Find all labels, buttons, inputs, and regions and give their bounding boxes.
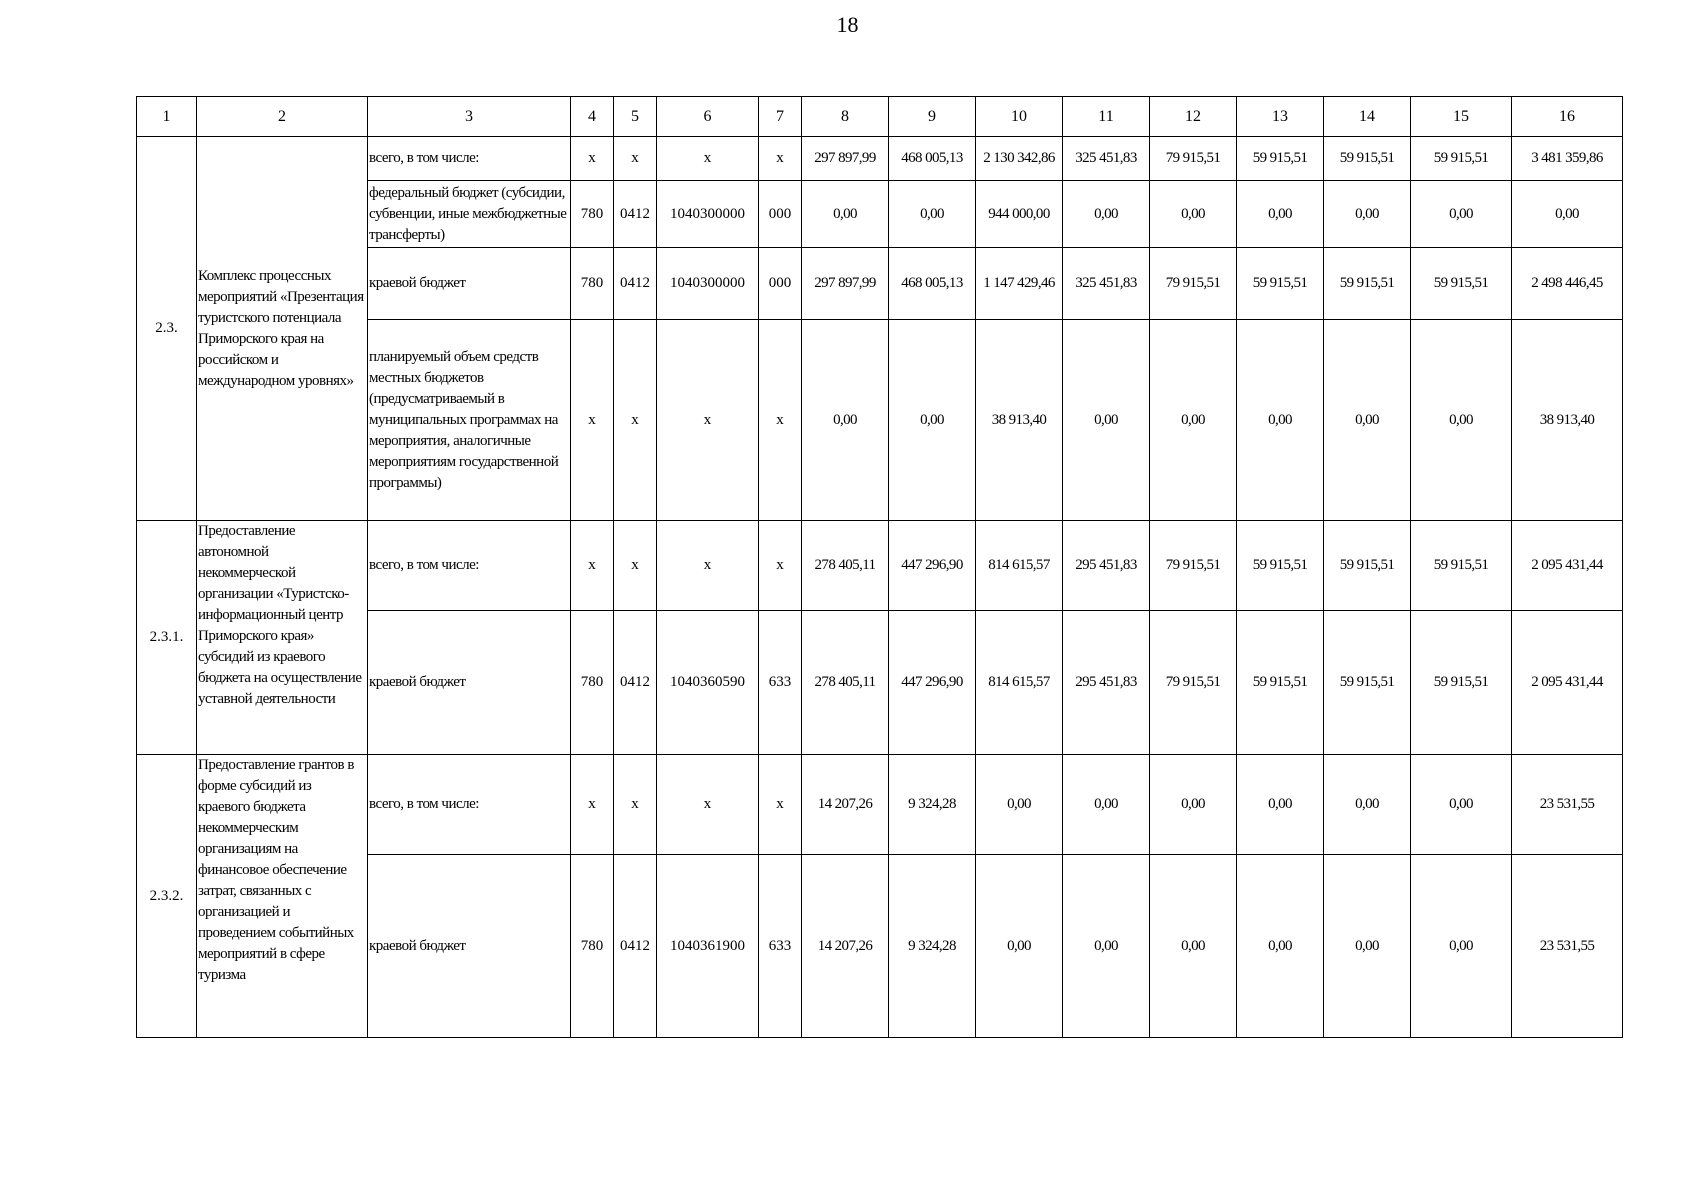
cell-c4: 780 [571, 248, 614, 320]
cell-c4: 780 [571, 181, 614, 248]
table-row [137, 137, 1623, 181]
column-header: 7 [759, 97, 802, 137]
item-name: Предоставление грантов в форме субсидий из краевого бюджета некоммерческим организациям на финансовое обеспечение затрат, связанных с организацией и проведением событийных мероприятий в сфере туризма [197, 755, 368, 1038]
value-cell: 0,00 [1150, 755, 1237, 855]
value-cell: 59 915,51 [1237, 248, 1324, 320]
value-cell: 79 915,51 [1150, 521, 1237, 611]
item-number: 2.3.1. [137, 521, 197, 755]
value-cell: 0,00 [889, 320, 976, 521]
value-cell: 447 296,90 [889, 611, 976, 755]
column-header: 15 [1411, 97, 1512, 137]
cell-c6: x [657, 137, 759, 181]
column-header: 12 [1150, 97, 1237, 137]
value-cell: 59 915,51 [1411, 248, 1512, 320]
funding-source: федеральный бюджет (субсидии, субвенции, иные межбюджетные трансферты) [368, 181, 571, 248]
cell-c5: x [614, 320, 657, 521]
cell-c4: 780 [571, 611, 614, 755]
table-row [137, 521, 1623, 611]
value-cell: 0,00 [802, 320, 889, 521]
column-header: 6 [657, 97, 759, 137]
cell-c7: 633 [759, 611, 802, 755]
cell-c7: 633 [759, 855, 802, 1038]
value-cell: 0,00 [1063, 320, 1150, 521]
value-cell: 0,00 [1063, 855, 1150, 1038]
value-cell: 1 147 429,46 [976, 248, 1063, 320]
value-cell: 0,00 [1411, 755, 1512, 855]
value-cell: 0,00 [976, 755, 1063, 855]
cell-c4: 780 [571, 855, 614, 1038]
funding-source: всего, в том числе: [368, 137, 571, 181]
item-number: 2.3.2. [137, 755, 197, 1038]
value-cell: 814 615,57 [976, 611, 1063, 755]
value-cell: 0,00 [1411, 181, 1512, 248]
value-cell: 59 915,51 [1324, 611, 1411, 755]
value-cell: 0,00 [1324, 755, 1411, 855]
cell-c5: 0412 [614, 248, 657, 320]
funding-source: краевой бюджет [368, 611, 571, 755]
column-header: 3 [368, 97, 571, 137]
value-cell: 0,00 [1150, 855, 1237, 1038]
value-cell: 59 915,51 [1237, 611, 1324, 755]
value-cell: 79 915,51 [1150, 611, 1237, 755]
value-cell: 9 324,28 [889, 855, 976, 1038]
cell-c7: x [759, 137, 802, 181]
budget-table [136, 96, 1623, 1038]
funding-source: планируемый объем средств местных бюджетов (предусматриваемый в муниципальных программах на мероприятия, аналогичные мероприятиям государственной программы) [368, 320, 571, 521]
funding-source: всего, в том числе: [368, 521, 571, 611]
value-cell: 295 451,83 [1063, 611, 1150, 755]
cell-c6: x [657, 521, 759, 611]
total-cell: 2 498 446,45 [1512, 248, 1623, 320]
total-cell: 23 531,55 [1512, 755, 1623, 855]
value-cell: 59 915,51 [1324, 137, 1411, 181]
cell-c5: 0412 [614, 181, 657, 248]
cell-c5: x [614, 521, 657, 611]
value-cell: 297 897,99 [802, 248, 889, 320]
value-cell: 59 915,51 [1411, 521, 1512, 611]
total-cell: 2 095 431,44 [1512, 521, 1623, 611]
cell-c5: x [614, 137, 657, 181]
value-cell: 325 451,83 [1063, 248, 1150, 320]
cell-c7: x [759, 521, 802, 611]
value-cell: 59 915,51 [1324, 521, 1411, 611]
value-cell: 59 915,51 [1324, 248, 1411, 320]
value-cell: 325 451,83 [1063, 137, 1150, 181]
funding-source: всего, в том числе: [368, 755, 571, 855]
value-cell: 14 207,26 [802, 855, 889, 1038]
cell-c6: 1040300000 [657, 248, 759, 320]
value-cell: 9 324,28 [889, 755, 976, 855]
cell-c6: 1040361900 [657, 855, 759, 1038]
value-cell: 0,00 [1237, 181, 1324, 248]
column-header: 11 [1063, 97, 1150, 137]
value-cell: 59 915,51 [1411, 137, 1512, 181]
cell-c5: 0412 [614, 611, 657, 755]
value-cell: 0,00 [1150, 320, 1237, 521]
value-cell: 0,00 [1324, 855, 1411, 1038]
value-cell: 79 915,51 [1150, 137, 1237, 181]
cell-c6: x [657, 755, 759, 855]
value-cell: 0,00 [1411, 855, 1512, 1038]
column-header: 13 [1237, 97, 1324, 137]
cell-c5: x [614, 755, 657, 855]
value-cell: 0,00 [1411, 320, 1512, 521]
cell-c4: x [571, 137, 614, 181]
item-number: 2.3. [137, 137, 197, 521]
cell-c6: 1040360590 [657, 611, 759, 755]
cell-c7: 000 [759, 181, 802, 248]
value-cell: 38 913,40 [976, 320, 1063, 521]
value-cell: 944 000,00 [976, 181, 1063, 248]
item-name: Предоставление автономной некоммерческой организации «Туристско-информационный центр Приморского края» субсидий из краевого бюджета на осуществление уставной деятельности [197, 521, 368, 755]
value-cell: 468 005,13 [889, 248, 976, 320]
value-cell: 814 615,57 [976, 521, 1063, 611]
cell-c4: x [571, 755, 614, 855]
value-cell: 0,00 [889, 181, 976, 248]
value-cell: 79 915,51 [1150, 248, 1237, 320]
value-cell: 2 130 342,86 [976, 137, 1063, 181]
value-cell: 0,00 [976, 855, 1063, 1038]
cell-c6: x [657, 320, 759, 521]
column-header: 4 [571, 97, 614, 137]
column-header: 14 [1324, 97, 1411, 137]
item-name: Комплекс процессных мероприятий «Презентация туристского потенциала Приморского края на российском и международном уровнях» [197, 137, 368, 521]
total-cell: 38 913,40 [1512, 320, 1623, 521]
value-cell: 0,00 [802, 181, 889, 248]
column-header: 2 [197, 97, 368, 137]
table-row [137, 755, 1623, 855]
cell-c6: 1040300000 [657, 181, 759, 248]
value-cell: 0,00 [1237, 855, 1324, 1038]
value-cell: 0,00 [1063, 755, 1150, 855]
column-header: 1 [137, 97, 197, 137]
page-number: 18 [836, 12, 859, 37]
value-cell: 0,00 [1063, 181, 1150, 248]
total-cell: 0,00 [1512, 181, 1623, 248]
value-cell: 0,00 [1150, 181, 1237, 248]
total-cell: 2 095 431,44 [1512, 611, 1623, 755]
total-cell: 23 531,55 [1512, 855, 1623, 1038]
cell-c7: x [759, 755, 802, 855]
value-cell: 297 897,99 [802, 137, 889, 181]
cell-c7: 000 [759, 248, 802, 320]
column-header: 5 [614, 97, 657, 137]
value-cell: 447 296,90 [889, 521, 976, 611]
total-cell: 3 481 359,86 [1512, 137, 1623, 181]
cell-c7: x [759, 320, 802, 521]
value-cell: 0,00 [1237, 755, 1324, 855]
value-cell: 278 405,11 [802, 521, 889, 611]
cell-c4: x [571, 320, 614, 521]
value-cell: 0,00 [1237, 320, 1324, 521]
column-header: 16 [1512, 97, 1623, 137]
header-row [137, 97, 1623, 137]
value-cell: 278 405,11 [802, 611, 889, 755]
value-cell: 0,00 [1324, 181, 1411, 248]
cell-c5: 0412 [614, 855, 657, 1038]
funding-source: краевой бюджет [368, 855, 571, 1038]
value-cell: 295 451,83 [1063, 521, 1150, 611]
cell-c4: x [571, 521, 614, 611]
value-cell: 14 207,26 [802, 755, 889, 855]
value-cell: 59 915,51 [1237, 521, 1324, 611]
value-cell: 59 915,51 [1411, 611, 1512, 755]
value-cell: 59 915,51 [1237, 137, 1324, 181]
column-header: 8 [802, 97, 889, 137]
value-cell: 0,00 [1324, 320, 1411, 521]
column-header: 9 [889, 97, 976, 137]
value-cell: 468 005,13 [889, 137, 976, 181]
funding-source: краевой бюджет [368, 248, 571, 320]
column-header: 10 [976, 97, 1063, 137]
